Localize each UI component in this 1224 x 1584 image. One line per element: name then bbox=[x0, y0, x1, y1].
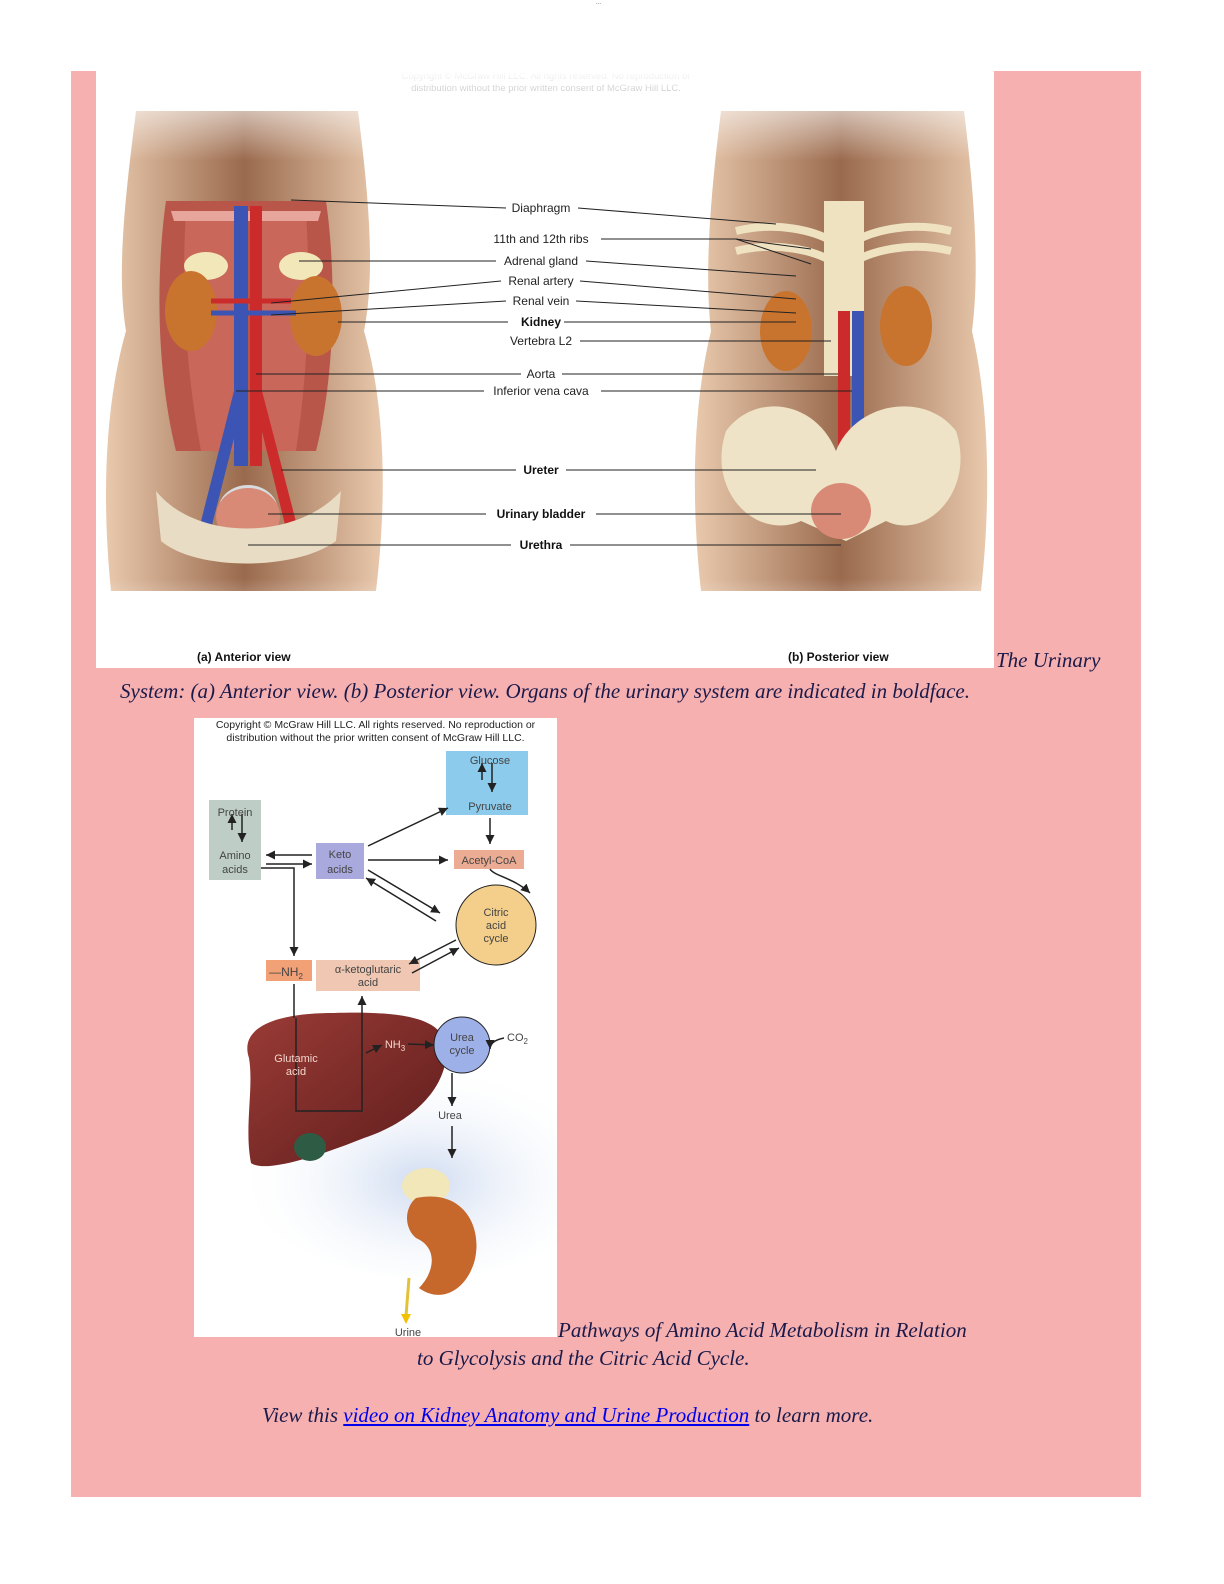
figure2-copyright-line2: distribution without the prior written consent of McGraw Hill LLC. bbox=[226, 732, 525, 744]
video-line-prefix: View this bbox=[262, 1403, 344, 1427]
anterior-view-label: (a) Anterior view bbox=[197, 650, 291, 664]
node-amino-2: acids bbox=[222, 864, 248, 876]
node-protein: Protein bbox=[217, 807, 253, 819]
label-renal-vein: Renal vein bbox=[512, 294, 570, 308]
label-kidney: Kidney bbox=[520, 315, 562, 329]
figure2-caption-part1: Pathways of Amino Acid Metabolism in Relation bbox=[558, 1318, 967, 1342]
figure2-caption-part2: to Glycolysis and the Citric Acid Cycle. bbox=[417, 1346, 750, 1370]
node-akg-1: α-ketoglutaric bbox=[334, 964, 402, 976]
node-glutamic-1: Glutamic bbox=[274, 1053, 318, 1065]
label-vertebra: Vertebra L2 bbox=[509, 334, 573, 348]
label-inferior-vena-cava: Inferior vena cava bbox=[493, 384, 589, 398]
node-akg-2: acid bbox=[357, 977, 379, 989]
figure2-copyright-line1: Copyright © McGraw Hill LLC. All rights reserved. No reproduction or bbox=[215, 719, 536, 731]
node-glucose: Glucose bbox=[469, 755, 511, 767]
node-co2: $CO_2$ bbox=[507, 1032, 528, 1046]
figure1-caption-part1: The Urinary bbox=[996, 648, 1101, 672]
page-marker: ... bbox=[596, 0, 602, 6]
node-acetyl-coa: Acetyl-CoA bbox=[461, 855, 517, 867]
video-line bbox=[262, 1403, 873, 1428]
node-keto-1: Keto bbox=[328, 849, 352, 861]
node-nh3: $NH_3$ bbox=[384, 1039, 406, 1053]
node-pyruvate: Pyruvate bbox=[468, 801, 512, 813]
urinary-system-figure bbox=[96, 71, 994, 668]
label-ribs: 11th and 12th ribs bbox=[493, 232, 589, 246]
node-nh2: $—NH_2$ bbox=[269, 965, 303, 981]
video-line-suffix: to learn more. bbox=[749, 1403, 874, 1427]
urinary-illustration bbox=[96, 71, 994, 668]
node-amino-1: Amino bbox=[219, 850, 251, 862]
posterior-view-label: (b) Posterior view bbox=[788, 650, 889, 664]
metabolism-diagram bbox=[194, 718, 557, 1337]
label-aorta: Aorta bbox=[526, 367, 556, 381]
amino-acid-metabolism-figure bbox=[194, 718, 557, 1337]
node-urine: Urine bbox=[394, 1327, 422, 1337]
label-renal-artery: Renal artery bbox=[508, 274, 574, 288]
label-diaphragm: Diaphragm bbox=[511, 201, 571, 215]
node-citric-1: Citric bbox=[483, 907, 509, 919]
label-adrenal-gland: Adrenal gland bbox=[503, 254, 579, 268]
node-urea: Urea bbox=[438, 1110, 462, 1122]
node-urea-cycle-1: Urea bbox=[450, 1032, 474, 1044]
node-keto-2: acids bbox=[327, 864, 353, 876]
video-link[interactable]: video on Kidney Anatomy and Urine Production bbox=[343, 1403, 750, 1427]
node-citric-2: acid bbox=[485, 920, 507, 932]
node-glutamic-2: acid bbox=[285, 1066, 307, 1078]
label-ureter: Ureter bbox=[523, 463, 559, 477]
figure1-caption-part2: System: (a) Anterior view. (b) Posterior view. Organs of the urinary system are indicated in boldface. bbox=[120, 679, 970, 703]
node-urea-cycle-2: cycle bbox=[449, 1045, 475, 1057]
label-urinary-bladder: Urinary bladder bbox=[496, 507, 586, 521]
node-citric-3: cycle bbox=[483, 933, 509, 945]
label-urethra: Urethra bbox=[519, 538, 563, 552]
